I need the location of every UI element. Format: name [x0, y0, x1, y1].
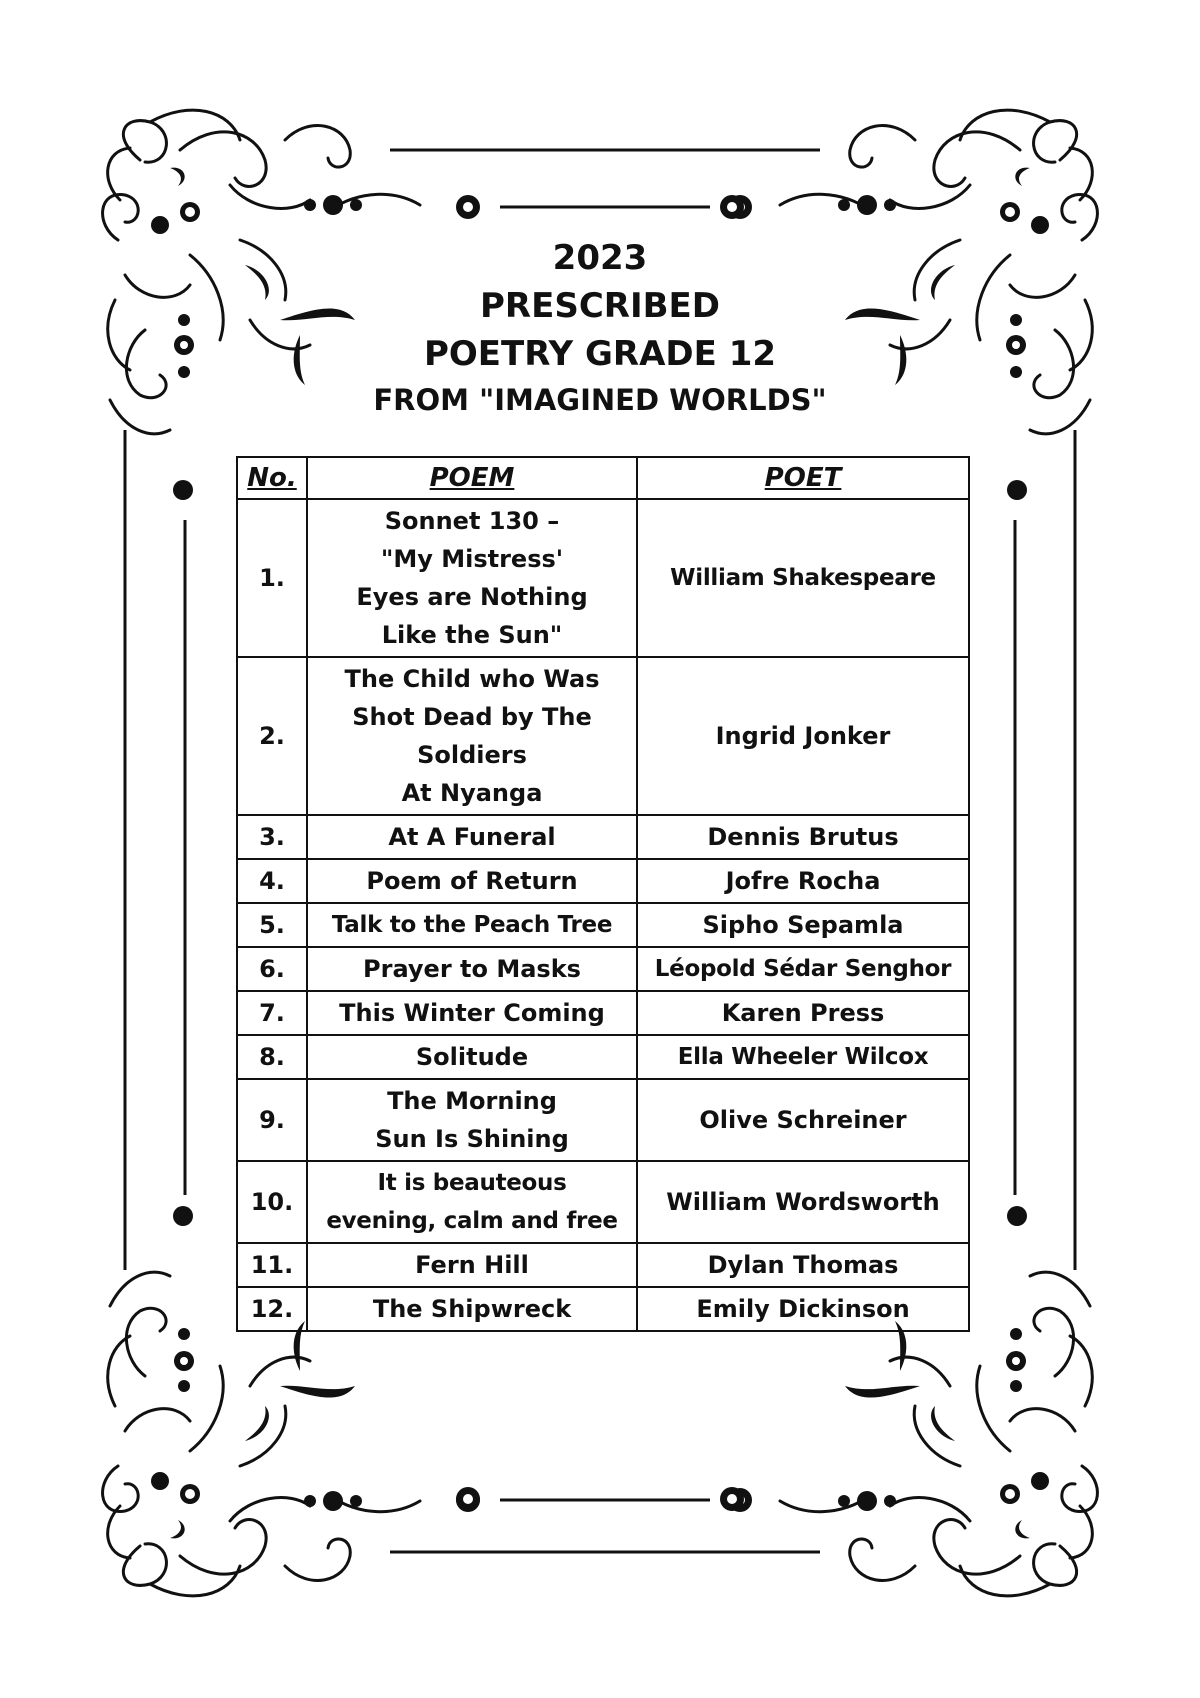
table-row	[237, 903, 969, 947]
row-number: 6.	[237, 947, 307, 991]
poem-title	[307, 499, 637, 657]
heading-year: 2023	[552, 238, 648, 278]
poet-name: Sipho Sepamla	[637, 903, 969, 947]
poem-title-line: The Child who Was	[344, 665, 600, 693]
poet-name: Karen Press	[637, 991, 969, 1035]
poet-name: William Shakespeare	[637, 499, 969, 657]
poet-name: Dennis Brutus	[637, 815, 969, 859]
poem-title-line: "My Mistress'	[380, 545, 564, 573]
table-row	[237, 1287, 969, 1331]
poet-name: Olive Schreiner	[637, 1079, 969, 1161]
header-poem: POEM	[307, 457, 637, 499]
poem-table	[236, 456, 970, 1332]
poem-rows	[237, 499, 969, 1331]
row-number: 2.	[237, 657, 307, 815]
row-number: 3.	[237, 815, 307, 859]
poet-name: Léopold Sédar Senghor	[637, 947, 969, 991]
table-row	[237, 815, 969, 859]
poem-title	[307, 947, 637, 991]
poet-name: Ingrid Jonker	[637, 657, 969, 815]
poem-title-line: Shot Dead by The	[352, 703, 592, 731]
table-header-row	[237, 457, 969, 499]
table-row	[237, 1079, 969, 1161]
poem-title	[307, 815, 637, 859]
poem-title	[307, 1035, 637, 1079]
row-number: 8.	[237, 1035, 307, 1079]
heading-anthology: FROM "IMAGINED WORLDS"	[373, 383, 827, 417]
row-number: 1.	[237, 499, 307, 657]
table-row	[237, 1035, 969, 1079]
poem-title	[307, 859, 637, 903]
row-number: 12.	[237, 1287, 307, 1331]
poem-title	[307, 1287, 637, 1331]
poem-title	[307, 903, 637, 947]
poem-title-line: The Morning	[387, 1087, 557, 1115]
poem-title-line: It is beauteous	[377, 1170, 567, 1196]
row-number: 7.	[237, 991, 307, 1035]
row-number: 9.	[237, 1079, 307, 1161]
poet-name: Dylan Thomas	[637, 1243, 969, 1287]
poem-title-line: Sun Is Shining	[375, 1125, 569, 1153]
poem-title-line: This Winter Coming	[339, 999, 605, 1027]
table-row	[237, 947, 969, 991]
poet-name: Ella Wheeler Wilcox	[637, 1035, 969, 1079]
poem-title-line: Eyes are Nothing	[356, 583, 588, 611]
poem-title-line: Solitude	[415, 1043, 529, 1071]
table-row	[237, 499, 969, 657]
poem-title-line: Prayer to Masks	[363, 955, 581, 983]
poet-name: Emily Dickinson	[637, 1287, 969, 1331]
heading-poetry-grade: POETRY GRADE 12	[423, 334, 777, 374]
poem-title-line: Like the Sun"	[381, 621, 563, 649]
poem-title-line: At A Funeral	[388, 823, 556, 851]
poem-title	[307, 991, 637, 1035]
header-poet: POET	[637, 457, 969, 499]
poem-title	[307, 657, 637, 815]
row-number: 10.	[237, 1161, 307, 1243]
table-row	[237, 991, 969, 1035]
poem-title-line: Poem of Return	[366, 867, 578, 895]
poet-name: William Wordsworth	[637, 1161, 969, 1243]
poem-title-line: At Nyanga	[401, 779, 543, 807]
table-row	[237, 859, 969, 903]
poet-name: Jofre Rocha	[637, 859, 969, 903]
heading-prescribed: PRESCRIBED	[480, 286, 720, 326]
table-row	[237, 1243, 969, 1287]
poem-title-line: Soldiers	[417, 741, 527, 769]
poem-title-line: Sonnet 130 –	[384, 507, 560, 535]
row-number: 4.	[237, 859, 307, 903]
poem-title-line: The Shipwreck	[372, 1295, 572, 1323]
poem-title	[307, 1243, 637, 1287]
header-no: No.	[237, 457, 307, 499]
poem-title	[307, 1161, 637, 1243]
table-row	[237, 1161, 969, 1243]
row-number: 5.	[237, 903, 307, 947]
poem-title-line: Talk to the Peach Tree	[331, 912, 613, 938]
poem-title	[307, 1079, 637, 1161]
poem-title-line: evening, calm and free	[326, 1208, 618, 1234]
row-number: 11.	[237, 1243, 307, 1287]
poem-title-line: Fern Hill	[415, 1251, 529, 1279]
table-row	[237, 657, 969, 815]
